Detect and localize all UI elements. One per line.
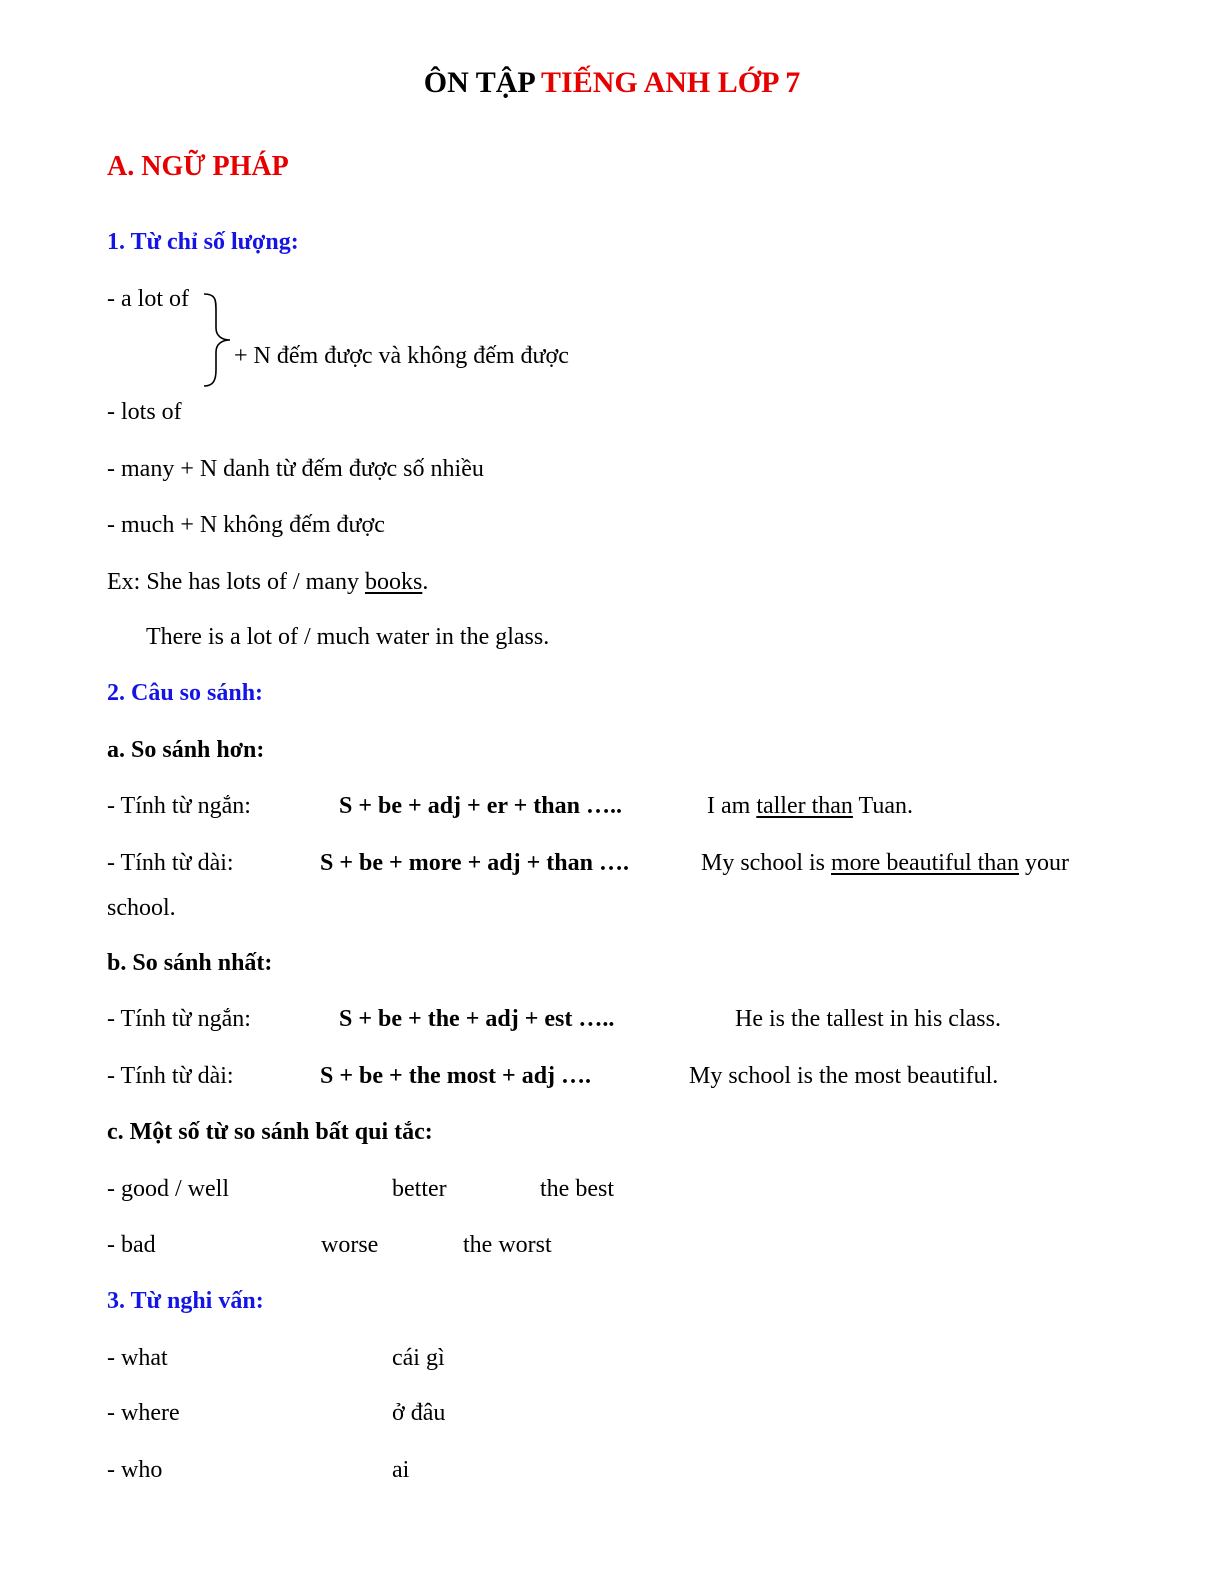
comparative-long-label: - Tính từ dài:	[107, 850, 234, 876]
superlative-long-example: My school is the most beautiful.	[689, 1063, 999, 1089]
question-meaning: ai	[392, 1457, 410, 1483]
superlative-short-example: He is the tallest in his class.	[735, 1006, 1001, 1032]
question-word: - what	[107, 1345, 168, 1371]
superlative-heading: b. So sánh nhất:	[107, 950, 273, 976]
superlative-long-label: - Tính từ dài:	[107, 1063, 234, 1089]
irregular-superlative: the worst	[463, 1232, 552, 1258]
title-highlight: TIẾNG ANH LỚP 7	[541, 66, 801, 99]
part2-heading: 2. Câu so sánh:	[107, 680, 264, 706]
example-2: There is a lot of / much water in the glass.	[146, 624, 550, 650]
comparative-short-example-post: Tuan.	[852, 793, 913, 819]
irregular-heading: c. Một số từ so sánh bất qui tắc:	[107, 1119, 433, 1145]
irregular-comparative: better	[392, 1176, 447, 1202]
example-1-prefix: Ex: She has lots of / many	[107, 569, 365, 595]
example-1	[107, 567, 428, 597]
part1-heading: 1. Từ chỉ số lượng:	[107, 229, 299, 255]
irregular-word: - bad	[107, 1232, 156, 1258]
question-word: - who	[107, 1457, 163, 1483]
comparative-short-example-underlined: taller than	[756, 793, 853, 819]
brace-text: + N đếm được và không đếm được	[234, 343, 569, 369]
comparative-heading: a. So sánh hơn:	[107, 737, 265, 763]
part3-heading: 3. Từ nghi vấn:	[107, 1288, 264, 1314]
irregular-superlative: the best	[540, 1176, 614, 1202]
comparative-long-formula: S + be + more + adj + than ….	[320, 850, 629, 876]
superlative-short-label: - Tính từ ngắn:	[107, 1006, 251, 1032]
section-a-heading: A. NGỮ PHÁP	[107, 151, 289, 182]
irregular-comparative: worse	[321, 1232, 379, 1258]
question-meaning: cái gì	[392, 1345, 445, 1371]
comparative-long-example-wrap: school.	[107, 895, 176, 921]
example-1-suffix: .	[422, 569, 429, 595]
title-prefix: ÔN TẬP	[423, 66, 535, 99]
page-title	[0, 68, 1224, 98]
example-1-underlined: books	[364, 569, 423, 595]
question-word: - where	[107, 1400, 180, 1426]
comparative-long-example-underlined: more beautiful than	[831, 850, 1019, 876]
superlative-short-formula: S + be + the + adj + est …..	[339, 1006, 615, 1032]
comparative-long-example-post: your	[1018, 850, 1069, 876]
irregular-word: - good / well	[107, 1176, 229, 1202]
many-rule: - many + N danh từ đếm được số nhiều	[107, 456, 484, 482]
comparative-short-label: - Tính từ ngắn:	[107, 793, 251, 819]
question-meaning: ở đâu	[392, 1400, 446, 1426]
a-lot-of: - a lot of	[107, 286, 189, 312]
superlative-long-formula: S + be + the most + adj ….	[320, 1063, 592, 1089]
much-rule: - much + N không đếm được	[107, 512, 385, 538]
curly-brace-icon	[200, 290, 240, 390]
comparative-long-example-pre: My school is	[701, 850, 832, 876]
lots-of: - lots of	[107, 399, 182, 425]
comparative-short-formula: S + be + adj + er + than …..	[339, 793, 622, 819]
comparative-short-example	[707, 791, 913, 821]
comparative-long-example	[701, 848, 1069, 878]
comparative-short-example-pre: I am	[707, 793, 757, 819]
